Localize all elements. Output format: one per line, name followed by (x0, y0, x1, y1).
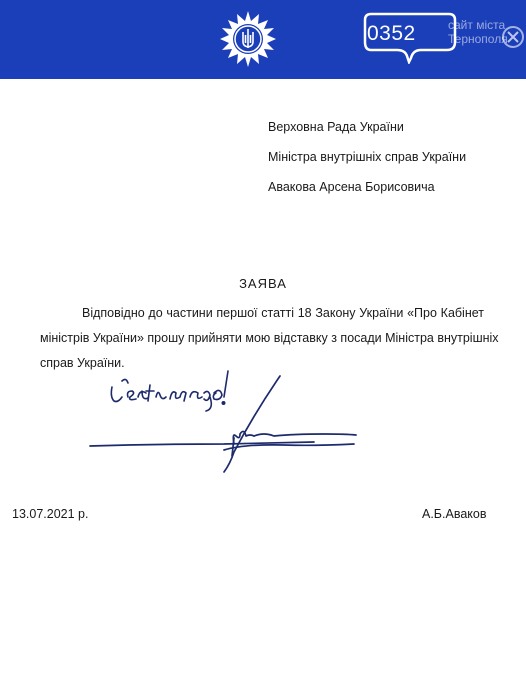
letter-title: ЗАЯВА (239, 276, 287, 291)
body-line-1: Відповідно до частини першої статті 18 Закону України «Про Кабінет (82, 306, 484, 320)
site-header (0, 0, 526, 79)
site-caption-line-1: сайт міста (448, 18, 506, 32)
close-button[interactable] (502, 26, 524, 48)
police-emblem-icon (219, 10, 277, 68)
signer-name: А.Б.Аваков (422, 507, 487, 521)
close-icon (507, 31, 519, 43)
handwritten-signature (84, 374, 360, 474)
body-line-3: справ України. (40, 356, 125, 370)
body-line-2: міністрів України» прошу прийняти мою відставку з посади Міністра внутрішніх (40, 331, 499, 345)
resignation-letter (0, 79, 526, 692)
addressee-line-1: Верховна Рада України (268, 120, 404, 134)
site-caption-line-2: Тернополя (448, 32, 508, 46)
letter-date: 13.07.2021 р. (12, 507, 89, 521)
addressee-line-2: Міністра внутрішніх справ України (268, 150, 467, 164)
addressee-line-3: Авакова Арсена Борисовича (268, 180, 435, 194)
site-badge-number: 0352 (367, 22, 416, 45)
